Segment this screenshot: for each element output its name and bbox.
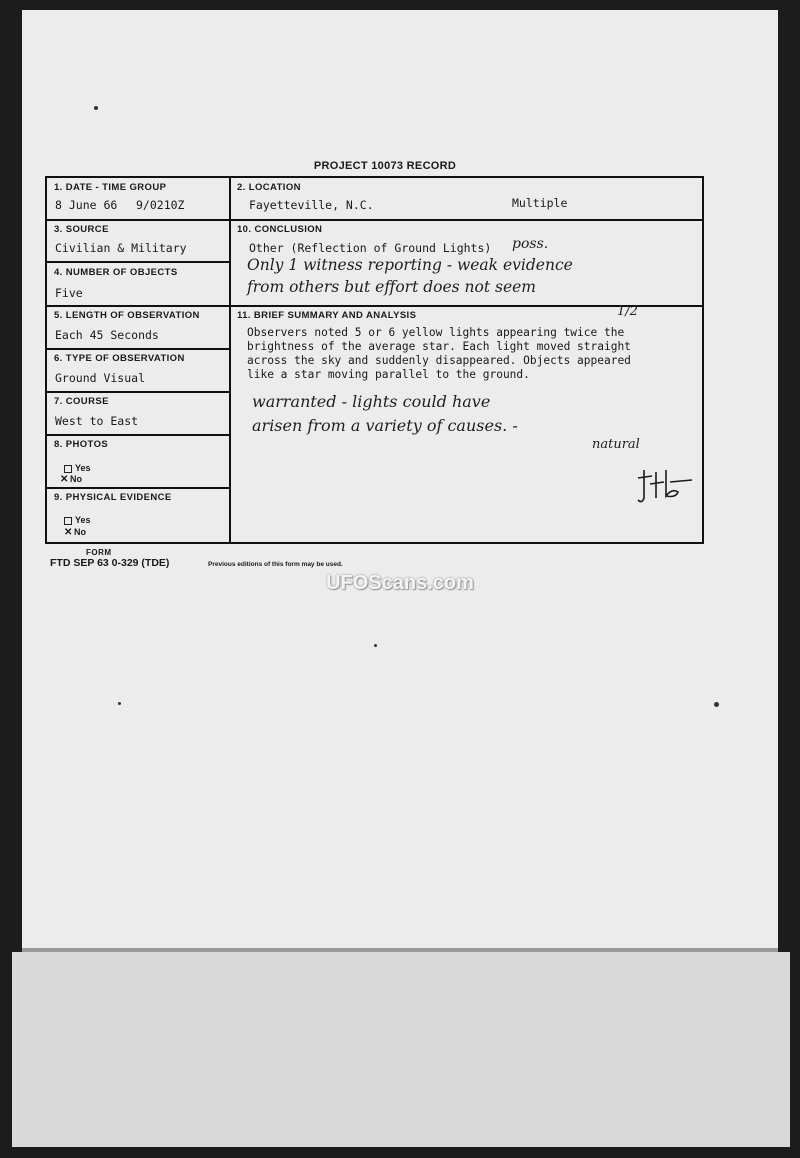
row-divider (47, 305, 229, 307)
photos-yes-option: Yes (64, 463, 91, 473)
row-divider (47, 261, 229, 263)
physical-no-option: ✕ No (64, 527, 86, 539)
checkbox-x-icon: ✕ (64, 527, 73, 539)
row-divider (47, 348, 229, 350)
row-divider (229, 219, 704, 221)
footer-form-id: FTD SEP 63 0-329 (TDE) (50, 557, 170, 569)
summary-line: brightness of the average star. Each light moved straight (247, 340, 631, 353)
record-title: PROJECT 10073 RECORD (313, 160, 457, 172)
underlying-page (12, 952, 790, 1147)
signature-icon (636, 464, 694, 506)
checkbox-empty-icon (64, 517, 72, 525)
speck (94, 106, 98, 110)
speck (714, 702, 719, 707)
summary-label: 11. BRIEF SUMMARY AND ANALYSIS (237, 310, 417, 321)
summary-line: Observers noted 5 or 6 yellow lights appearing twice the (247, 326, 625, 339)
length-obs-label: 5. LENGTH OF OBSERVATION (54, 310, 200, 321)
physical-yes-option: Yes (64, 515, 91, 525)
speck (118, 702, 121, 705)
summary-handwritten: arisen from a variety of causes. - (252, 416, 518, 435)
time-value: 9/0210Z (136, 198, 185, 212)
row-divider (47, 219, 229, 221)
course-label: 7. COURSE (54, 396, 109, 407)
photos-label: 8. PHOTOS (54, 439, 109, 450)
summary-line: like a star moving parallel to the ground. (247, 368, 530, 381)
speck (374, 644, 377, 647)
summary-line: across the sky and suddenly disappeared. Objects appeared (247, 354, 631, 367)
course-value: West to East (55, 414, 139, 428)
conclusion-label: 10. CONCLUSION (237, 224, 323, 235)
type-obs-label: 6. TYPE OF OBSERVATION (54, 353, 185, 364)
conclusion-handwritten: Only 1 witness reporting - weak evidence (247, 256, 573, 274)
date-value: 8 June 66 (55, 198, 118, 212)
source-label: 3. SOURCE (54, 224, 109, 235)
num-objects-label: 4. NUMBER OF OBJECTS (54, 267, 178, 278)
location-value: Fayetteville, N.C. (249, 198, 374, 212)
column-divider (229, 178, 231, 542)
footer-form-label: FORM (86, 548, 112, 557)
row-divider (47, 434, 229, 436)
checkbox-empty-icon (64, 465, 72, 473)
location-label: 2. LOCATION (237, 182, 301, 193)
num-objects-value: Five (55, 286, 83, 300)
length-obs-value: Each 45 Seconds (55, 328, 159, 342)
checkbox-x-icon: ✕ (60, 474, 69, 486)
signature-initials (636, 464, 694, 510)
row-divider (47, 487, 229, 489)
row-divider (47, 391, 229, 393)
watermark: UFOScans.com (326, 572, 474, 594)
summary-handwritten: natural (592, 437, 640, 452)
footer-note: Previous editions of this form may be used. (208, 561, 343, 568)
location-extra: Multiple (512, 196, 568, 210)
physical-evidence-label: 9. PHYSICAL EVIDENCE (54, 492, 172, 503)
conclusion-handwritten: from others but effort does not seem (247, 278, 536, 296)
summary-text (247, 326, 697, 382)
summary-fraction: 1/2 (617, 304, 638, 319)
photos-no-option: ✕ No (60, 474, 82, 486)
date-time-label: 1. DATE - TIME GROUP (54, 182, 167, 193)
conclusion-typed: Other (Reflection of Ground Lights) (249, 241, 492, 255)
record-form (45, 176, 704, 544)
summary-handwritten: warranted - lights could have (252, 392, 491, 411)
conclusion-handwritten: poss. (512, 236, 549, 252)
type-obs-value: Ground Visual (55, 371, 146, 385)
source-value: Civilian & Military (55, 241, 187, 255)
